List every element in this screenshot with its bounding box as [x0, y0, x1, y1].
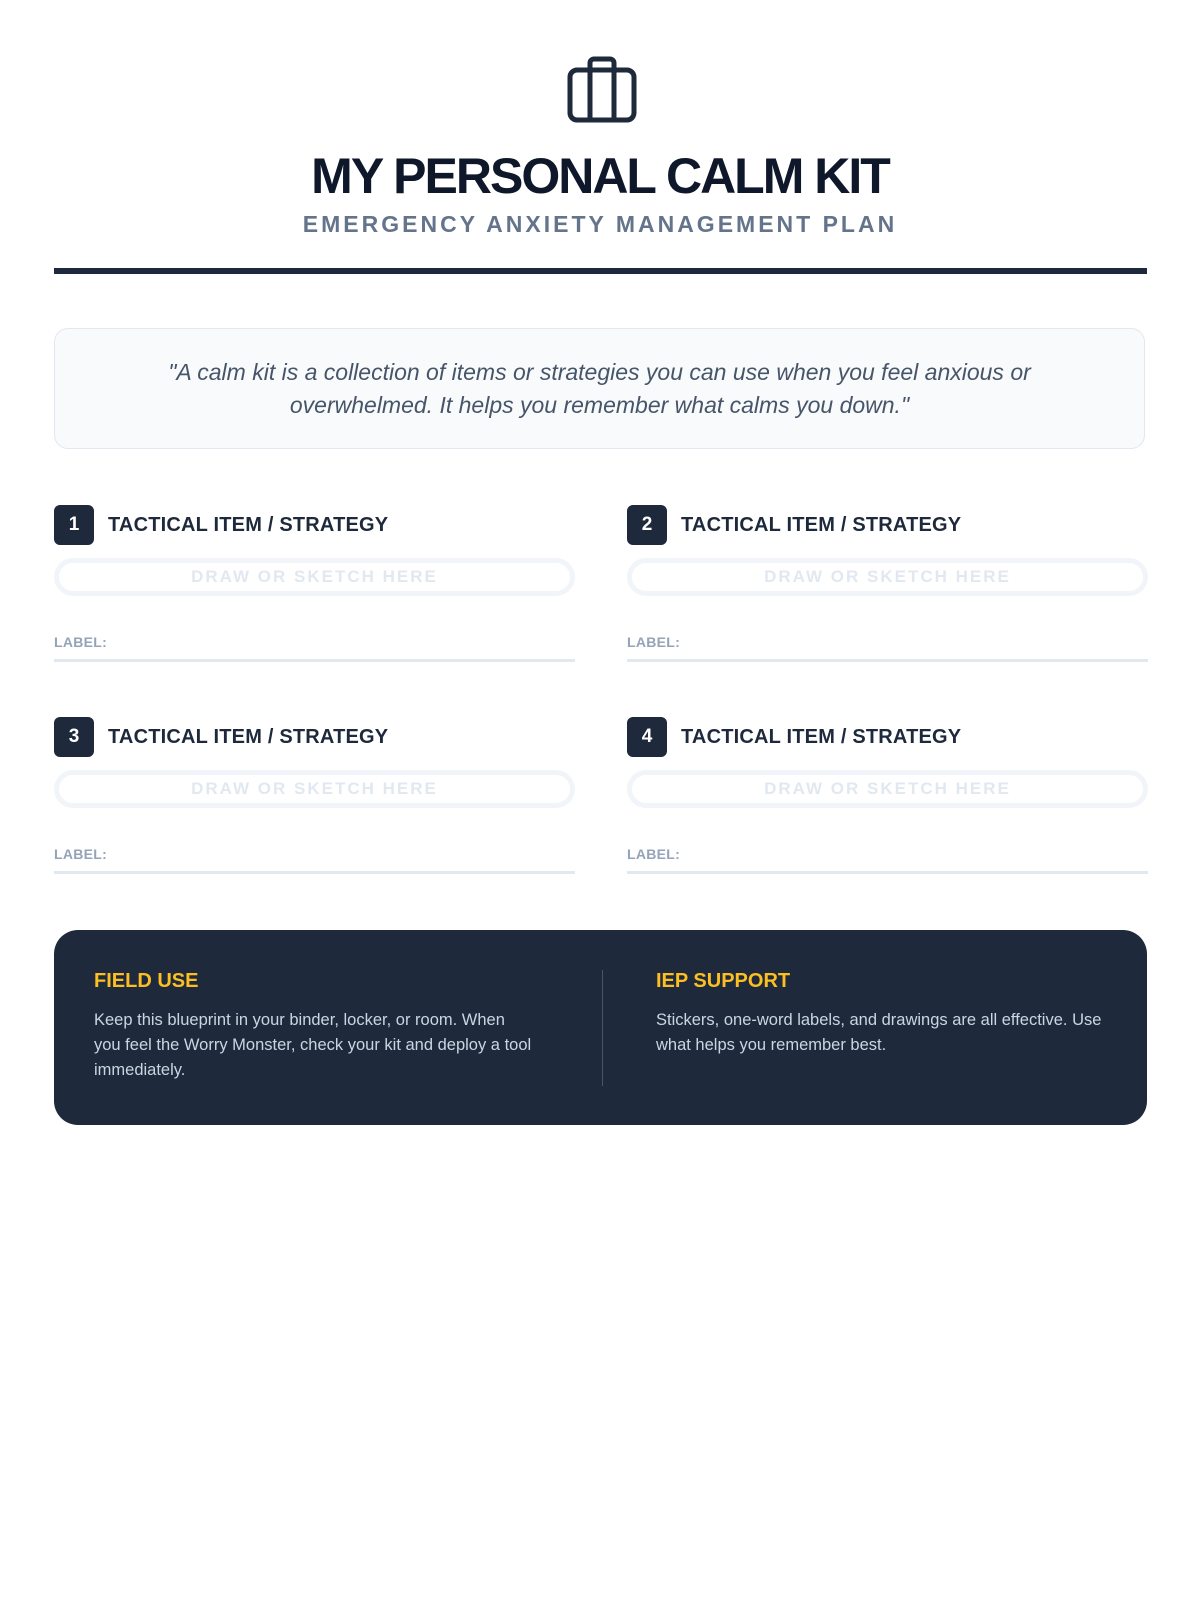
sketch-area[interactable]: DRAW OR SKETCH HERE	[627, 558, 1148, 596]
field-use-section	[94, 968, 534, 1083]
card-title: TACTICAL ITEM / STRATEGY	[681, 726, 962, 748]
page-title: MY PERSONAL CALM KIT	[311, 148, 889, 204]
card-header	[54, 717, 575, 757]
card-header	[627, 505, 1148, 545]
info-divider	[602, 970, 603, 1086]
field-use-heading: FIELD USE	[94, 970, 199, 992]
sketch-area[interactable]: DRAW OR SKETCH HERE	[627, 770, 1148, 808]
sketch-area[interactable]: DRAW OR SKETCH HERE	[54, 558, 575, 596]
intro-quote-box	[54, 328, 1145, 449]
card-header	[54, 505, 575, 545]
label-field[interactable]	[627, 659, 1148, 662]
card-title: TACTICAL ITEM / STRATEGY	[108, 726, 389, 748]
label-caption: LABEL:	[54, 846, 108, 862]
label-caption: LABEL:	[54, 634, 108, 650]
label-field[interactable]	[54, 871, 575, 874]
card-title: TACTICAL ITEM / STRATEGY	[108, 514, 389, 536]
field-use-body: Keep this blueprint in your binder, locker, or room. When you feel the Worry Monster, check your kit and deploy a tool immediately.	[94, 1011, 532, 1079]
sketch-area[interactable]: DRAW OR SKETCH HERE	[54, 770, 575, 808]
header-divider	[54, 268, 1147, 274]
intro-quote: "A calm kit is a collection of items or strategies you can use when you feel anxious or overwhelmed. It helps you remember what calms you down."	[168, 358, 1031, 418]
label-field[interactable]	[54, 659, 575, 662]
info-panel	[54, 930, 1147, 1125]
label-caption: LABEL:	[627, 634, 681, 650]
iep-support-section	[656, 968, 1111, 1058]
label-caption: LABEL:	[627, 846, 681, 862]
card-number-badge: 4	[627, 717, 667, 757]
page-subtitle: EMERGENCY ANXIETY MANAGEMENT PLAN	[302, 211, 898, 237]
label-field[interactable]	[627, 871, 1148, 874]
card-number-badge: 3	[54, 717, 94, 757]
card-title: TACTICAL ITEM / STRATEGY	[681, 514, 962, 536]
iep-support-body: Stickers, one-word labels, and drawings are all effective. Use what helps you remember best.	[656, 1011, 1102, 1054]
briefcase-icon	[566, 56, 638, 124]
iep-support-heading: IEP SUPPORT	[656, 970, 791, 992]
card-header	[627, 717, 1148, 757]
card-number-badge: 1	[54, 505, 94, 545]
card-number-badge: 2	[627, 505, 667, 545]
